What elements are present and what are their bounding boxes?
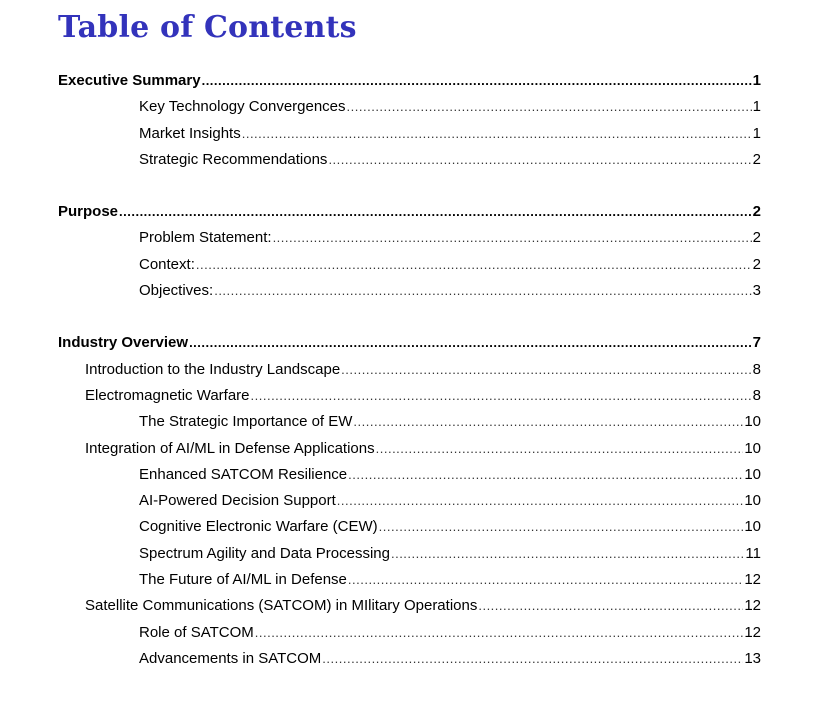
toc-entry-label[interactable]: Key Technology Convergences (139, 98, 346, 116)
dot-leader (391, 541, 744, 567)
dot-leader (347, 94, 752, 120)
dot-leader (337, 488, 744, 514)
toc-subsection-entry[interactable] (58, 225, 761, 251)
toc-page-number: 2 (752, 255, 761, 273)
dot-leader (189, 330, 752, 356)
toc-entry-label[interactable]: Objectives: (139, 282, 214, 300)
toc-subsection-entry[interactable] (58, 147, 761, 173)
dot-leader (214, 278, 751, 304)
toc-page-number: 12 (744, 597, 761, 615)
toc-subsection-entry[interactable] (58, 620, 761, 646)
toc-subsection-entry[interactable] (58, 94, 761, 120)
toc-entry-label[interactable]: Purpose (58, 203, 119, 221)
toc-section (58, 330, 761, 672)
dot-leader (348, 462, 743, 488)
toc-subsection-entry[interactable] (58, 567, 761, 593)
toc-page-number: 2 (752, 203, 761, 221)
dot-leader (348, 567, 743, 593)
toc-body (58, 68, 761, 672)
dot-leader (322, 646, 743, 672)
toc-subheading-entry[interactable] (58, 357, 761, 383)
toc-subsection-entry[interactable] (58, 278, 761, 304)
toc-subsection-entry[interactable] (58, 462, 761, 488)
toc-page-number: 10 (744, 492, 761, 510)
dot-leader (251, 383, 752, 409)
section-spacer (58, 304, 761, 330)
section-spacer (58, 173, 761, 199)
toc-section (58, 199, 761, 304)
toc-entry-label[interactable]: Context: (139, 255, 195, 273)
toc-page-number: 12 (744, 571, 761, 589)
toc-entry-label[interactable]: Problem Statement: (139, 229, 272, 247)
toc-entry-label[interactable]: Enhanced SATCOM Resilience (139, 465, 348, 483)
toc-subheading-entry[interactable] (58, 436, 761, 462)
toc-page-number: 10 (744, 518, 761, 536)
dot-leader (242, 121, 752, 147)
dot-leader (273, 225, 752, 251)
toc-page (58, 0, 761, 672)
toc-entry-label[interactable]: Industry Overview (58, 334, 189, 352)
dot-leader (196, 252, 752, 278)
toc-page-number: 3 (752, 282, 761, 300)
toc-entry-label[interactable]: Strategic Recommendations (139, 150, 328, 168)
toc-page-number: 13 (744, 649, 761, 667)
dot-leader (328, 147, 751, 173)
toc-subsection-entry[interactable] (58, 409, 761, 435)
toc-page-number: 12 (744, 623, 761, 641)
toc-page-number: 2 (752, 229, 761, 247)
toc-subsection-entry[interactable] (58, 488, 761, 514)
toc-entry-label[interactable]: Role of SATCOM (139, 623, 254, 641)
toc-entry-label[interactable]: The Strategic Importance of EW (139, 413, 353, 431)
toc-subsection-entry[interactable] (58, 252, 761, 278)
toc-entry-label[interactable]: Satellite Communications (SATCOM) in MIlitary Operations (85, 597, 478, 615)
dot-leader (376, 436, 744, 462)
toc-entry-label[interactable]: Integration of AI/ML in Defense Applications (85, 439, 375, 457)
toc-subsection-entry[interactable] (58, 541, 761, 567)
toc-page-number: 11 (745, 544, 761, 562)
toc-entry-label[interactable]: Market Insights (139, 124, 241, 142)
toc-page-number: 10 (744, 465, 761, 483)
dot-leader (341, 357, 751, 383)
toc-subsection-entry[interactable] (58, 514, 761, 540)
toc-page-number: 1 (752, 98, 761, 116)
toc-page-number: 1 (752, 72, 761, 89)
toc-entry-label[interactable]: The Future of AI/ML in Defense (139, 571, 347, 589)
toc-entry-label[interactable]: Introduction to the Industry Landscape (85, 360, 341, 378)
toc-entry-label[interactable]: Electromagnetic Warfare (85, 386, 250, 404)
toc-entry-label[interactable]: AI-Powered Decision Support (139, 492, 336, 510)
dot-leader (202, 68, 752, 94)
dot-leader (119, 199, 752, 225)
toc-section (58, 68, 761, 173)
toc-subsection-entry[interactable] (58, 121, 761, 147)
toc-entry-label[interactable]: Cognitive Electronic Warfare (CEW) (139, 518, 378, 536)
toc-heading-entry[interactable] (58, 199, 761, 225)
toc-page-number: 10 (744, 439, 761, 457)
toc-page-number: 1 (752, 124, 761, 142)
dot-leader (379, 514, 744, 540)
dot-leader (478, 593, 743, 619)
toc-subheading-entry[interactable] (58, 593, 761, 619)
toc-page-number: 10 (744, 413, 761, 431)
toc-entry-label[interactable]: Spectrum Agility and Data Processing (139, 544, 390, 562)
toc-subsection-entry[interactable] (58, 646, 761, 672)
toc-subheading-entry[interactable] (58, 383, 761, 409)
dot-leader (255, 620, 744, 646)
toc-heading-entry[interactable] (58, 330, 761, 356)
toc-page-number: 8 (752, 360, 761, 378)
toc-heading-entry[interactable] (58, 68, 761, 94)
dot-leader (353, 409, 743, 435)
toc-page-number: 2 (752, 150, 761, 168)
toc-entry-label[interactable]: Advancements in SATCOM (139, 649, 322, 667)
toc-title: Table of Contents (58, 10, 357, 45)
toc-page-number: 8 (752, 386, 761, 404)
toc-page-number: 7 (752, 334, 761, 352)
toc-entry-label[interactable]: Executive Summary (58, 72, 201, 89)
